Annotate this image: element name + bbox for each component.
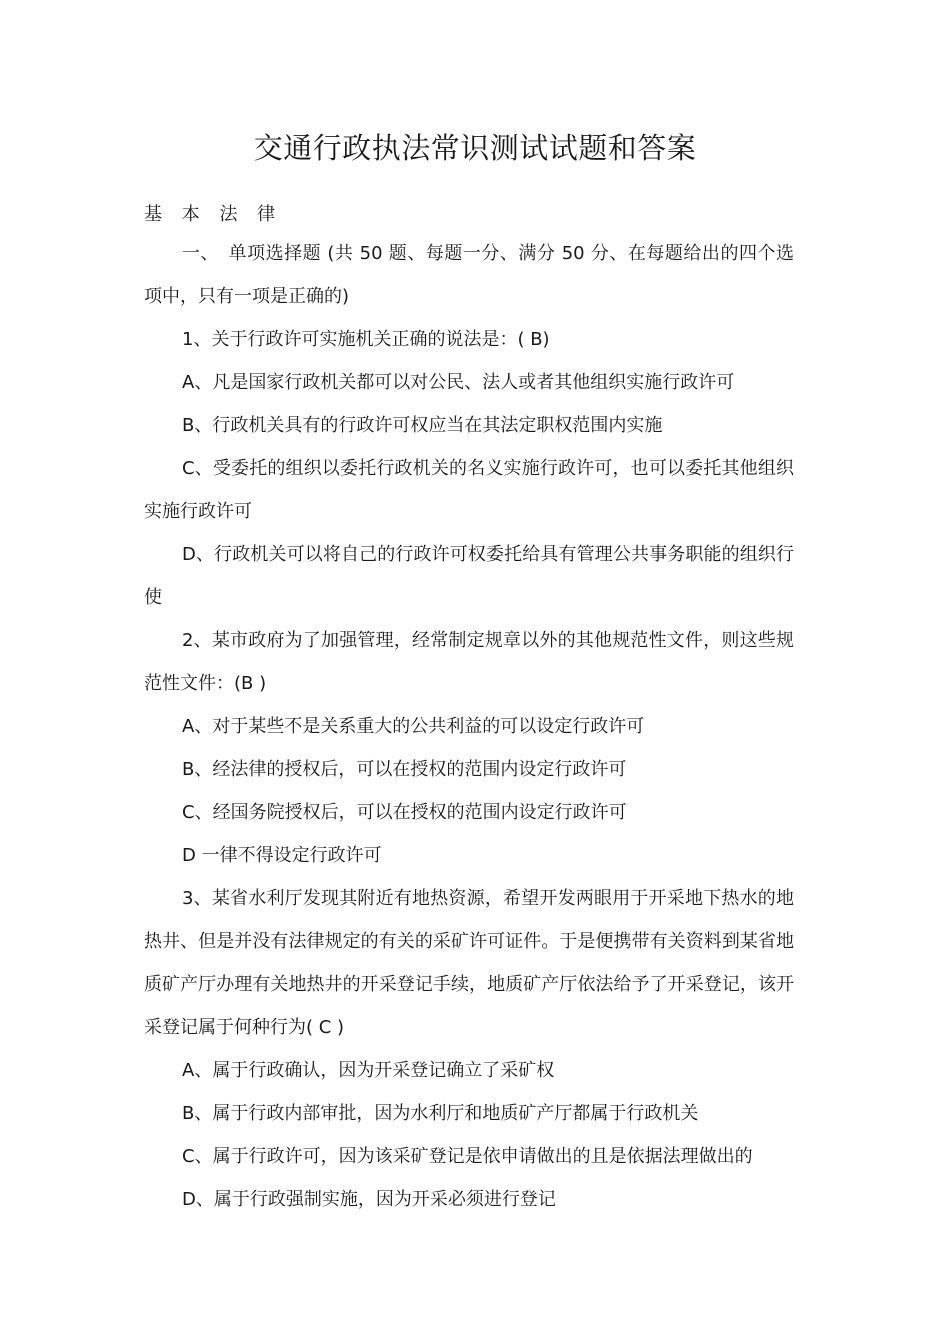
question-1: 1、关于行政许可实施机关正确的说法是：( B)	[182, 329, 550, 350]
question-1-option-d: D、行政机关可以将自己的行政许可权委托给具有管理公共事务职能的组织行使	[144, 544, 794, 608]
question-1-option-b: B、行政机关具有的行政许可权应当在其法定职权范围内实施	[182, 415, 663, 436]
question-1-option-a: A、凡是国家行政机关都可以对公民、法人或者其他组织实施行政许可	[182, 372, 735, 393]
question-2-option-b: B、经法律的授权后，可以在授权的范围内设定行政许可	[182, 759, 627, 780]
question-2-option-a: A、对于某些不是关系重大的公共利益的可以设定行政许可	[182, 716, 645, 737]
section-heading: 基 本 法 律	[144, 204, 283, 225]
document-body	[144, 232, 794, 1221]
document-title: 交通行政执法常识测试试题和答案	[253, 131, 697, 165]
question-3-option-b: B、属于行政内部审批，因为水利厅和地质矿产厅都属于行政机关	[182, 1103, 699, 1124]
question-instructions: 一、 单项选择题 (共 50 题、每题一分、满分 50 分、在每题给出的四个选项中，只有一项是正确的)	[144, 243, 794, 307]
question-2: 2、某市政府为了加强管理，经常制定规章以外的其他规范性文件，则这些规范性文件：(B )	[144, 630, 794, 694]
question-3-option-a: A、属于行政确认，因为开采登记确立了采矿权	[182, 1060, 555, 1081]
question-3-option-d: D、属于行政强制实施，因为开采必须进行登记	[182, 1189, 556, 1210]
question-3-option-c: C、属于行政许可，因为该采矿登记是依申请做出的且是依据法理做出的	[182, 1146, 753, 1167]
question-2-option-d: D 一律不得设定行政许可	[182, 845, 382, 866]
question-1-option-c: C、受委托的组织以委托行政机关的名义实施行政许可，也可以委托其他组织实施行政许可	[144, 458, 794, 522]
question-3: 3、某省水利厅发现其附近有地热资源，希望开发两眼用于开采地下热水的地热井、但是并没有法律规定的有关的采矿许可证件。于是便携带有关资料到某省地质矿产厅办理有关地热井的开采登记手续，地质矿产厅依法给予了开采登记，该开采登记属于何种行为( C )	[144, 888, 794, 1038]
question-2-option-c: C、经国务院授权后，可以在授权的范围内设定行政许可	[182, 802, 627, 823]
